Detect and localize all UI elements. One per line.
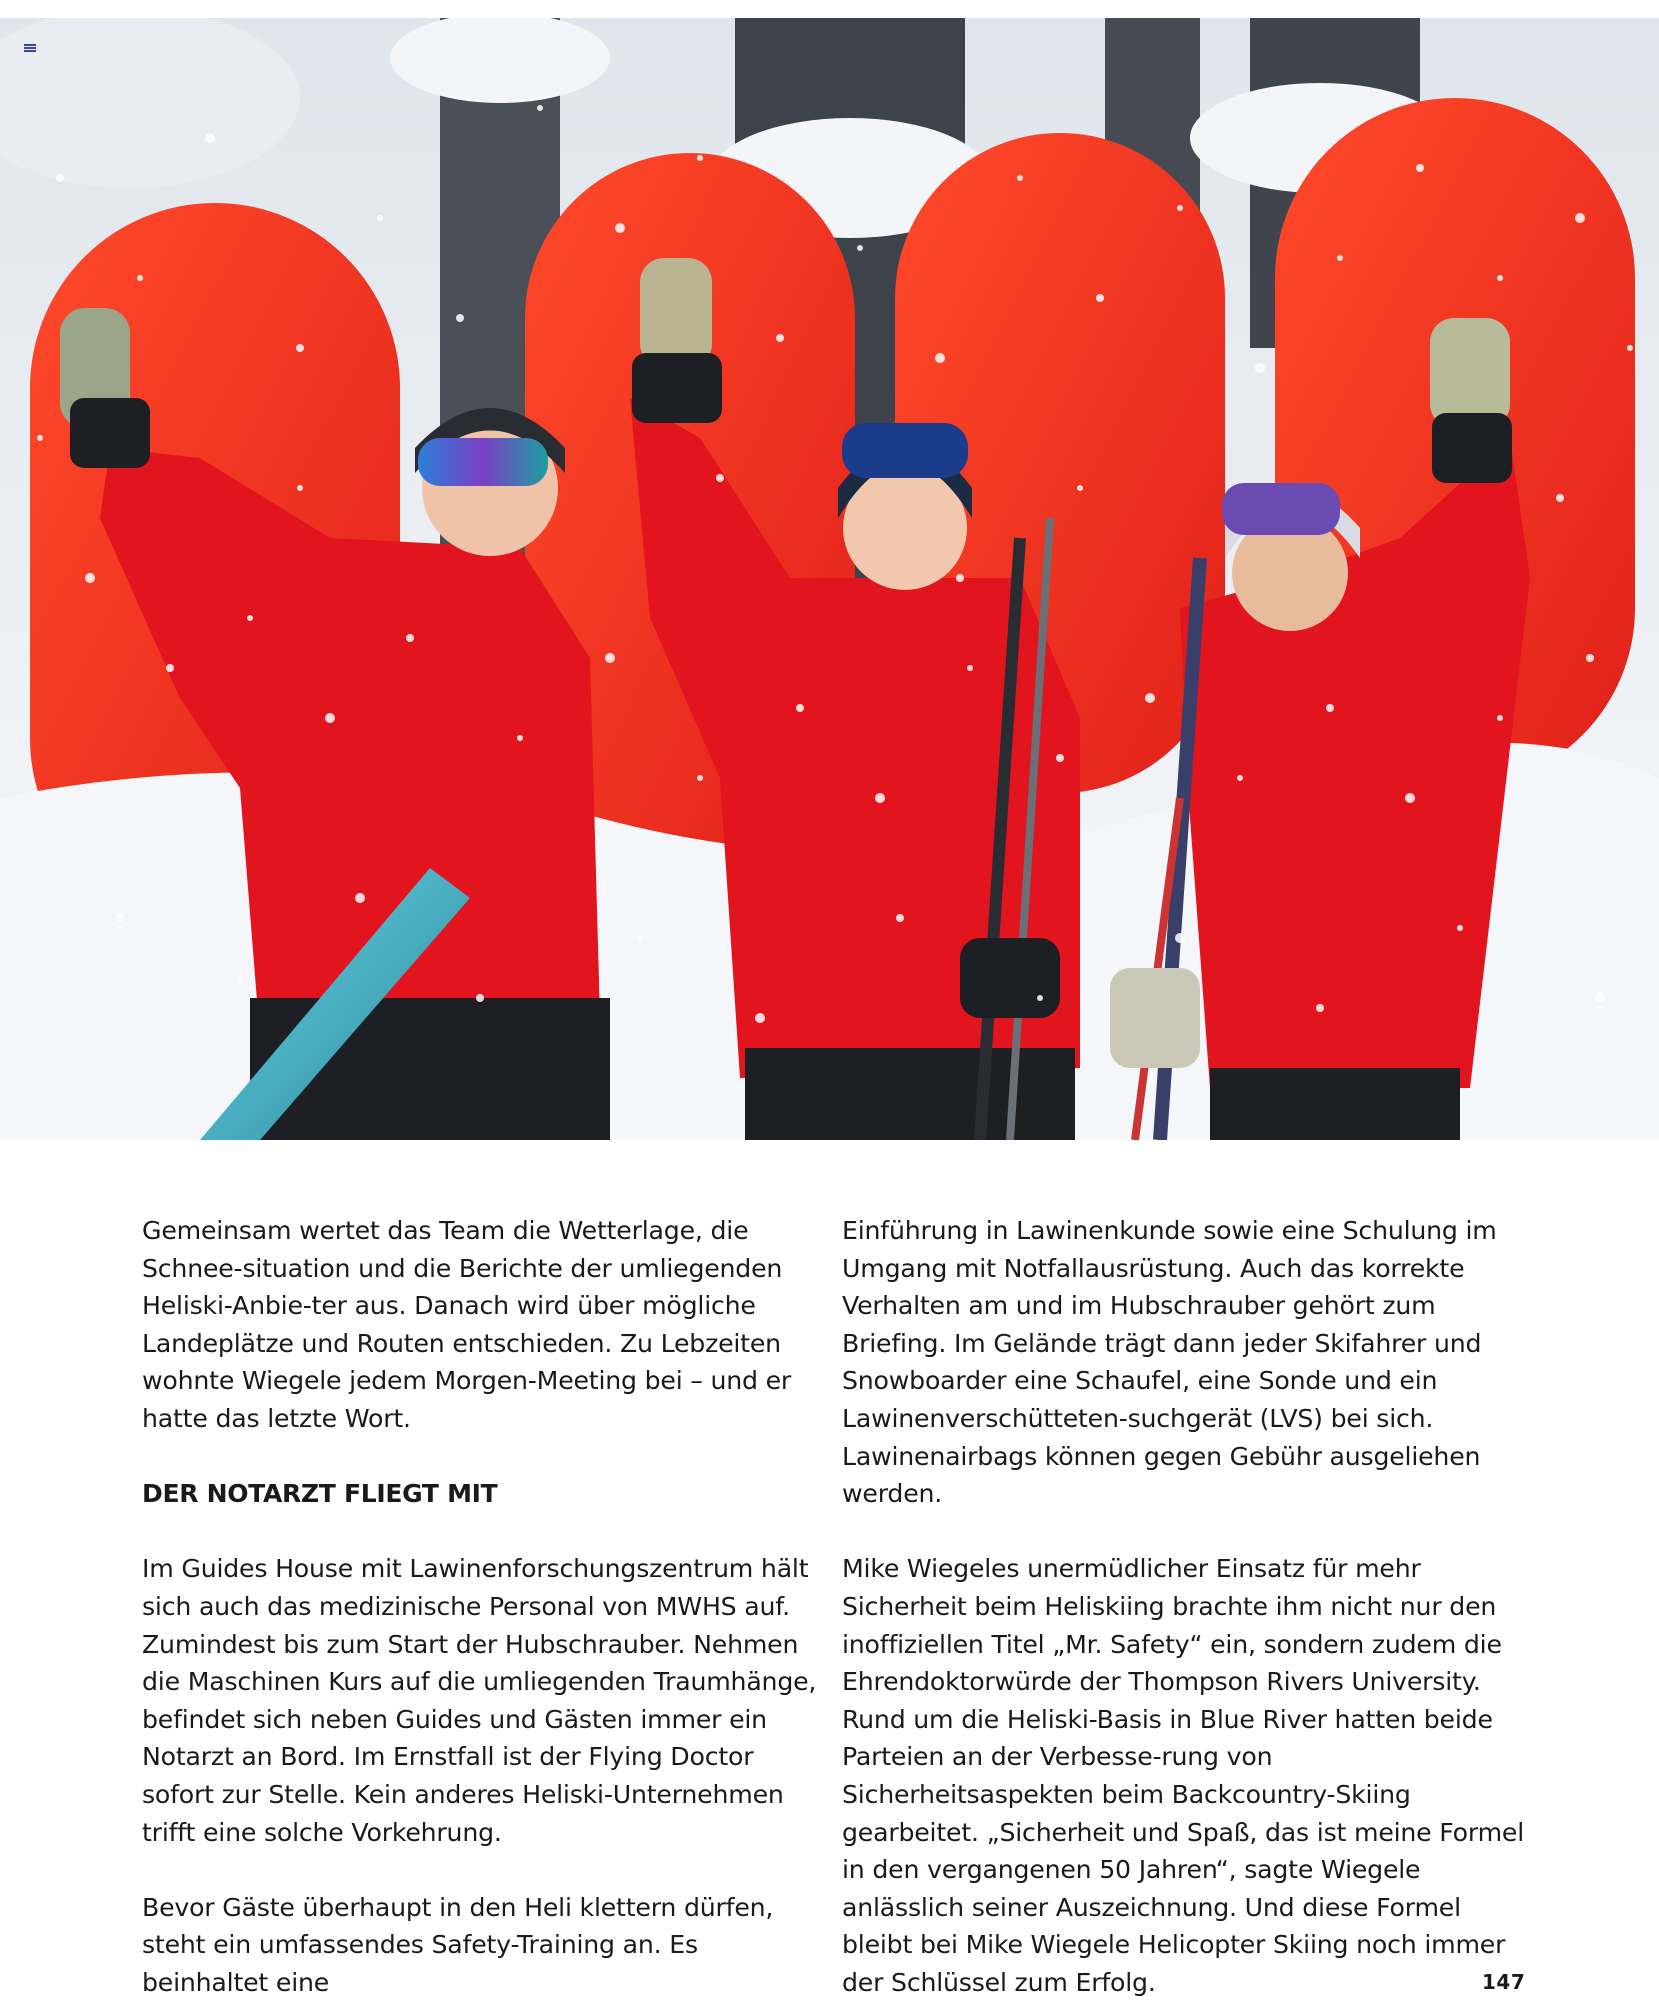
hero-photo	[0, 18, 1659, 1140]
skiers-illustration	[0, 18, 1659, 1140]
paragraph: Bevor Gäste überhaupt in den Heli klettern dürfen, steht ein umfassendes Safety-Training an. Es beinhaltet eine	[142, 1892, 774, 1997]
menu-icon[interactable]	[24, 44, 36, 53]
page-number: 147	[1482, 1970, 1526, 1994]
paragraph: Einführung in Lawinenkunde sowie eine Schulung im Umgang mit Notfallausrüstung. Auch das korrekte Verhalten am und im Hubschrauber gehört zum Briefing. Im Gelände trägt dann jeder Skifahrer und Snowboarder eine Schaufel, eine Sonde und ein Lawinenverschütteten-suchgerät (LVS) bei sich. Lawinenairbags können gegen Gebühr ausgeliehen werden.	[842, 1216, 1497, 1509]
paragraph: Im Guides House mit Lawinenforschungszentrum hält sich auch das medizinische Personal von MWHS auf. Zumindest bis zum Start der Hubschrauber. Nehmen die Maschinen Kurs auf die umliegenden Traumhänge, befindet sich neben Guides und Gästen immer ein Notarzt an Bord. Im Ernstfall ist der Flying Doctor sofort zur Stelle. Kein anderes Heliski-Unternehmen trifft eine solche Vorkehrung.	[142, 1554, 817, 1847]
paragraph: Mike Wiegeles unermüdlicher Einsatz für mehr Sicherheit beim Heliskiing brachte ihm nicht nur den inoffiziellen Titel „Mr. Safety“ ein, sondern zudem die Ehrendoktorwürde der Thompson Rivers University. Rund um die Heliski-Basis in Blue River hatten beide Parteien an der Verbesse-rung von Sicherheitsaspekten beim Backcountry-Skiing gearbeitet. „Sicherheit und Spaß, das ist meine Formel in den vergangenen 50 Jahren“, sagte Wiegele anlässlich seiner Auszeichnung. Und diese Formel bleibt bei Mike Wiegele Helicopter Skiing noch immer der Schlüssel zum Erfolg.	[842, 1554, 1525, 1997]
paragraph: Gemeinsam wertet das Team die Wetterlage, die Schnee-situation und die Berichte der umliegenden Heliski-Anbie-ter aus. Danach wird über mögliche Landeplätze und Routen entschieden. Zu Lebzeiten wohnte Wiegele jedem Morgen-Meeting bei – und er hatte das letzte Wort.	[142, 1216, 792, 1433]
section-heading: DER NOTARZT FLIEGT MIT	[142, 1479, 498, 1509]
article-column-left	[142, 1212, 824, 2001]
article-column-right	[842, 1212, 1524, 2001]
